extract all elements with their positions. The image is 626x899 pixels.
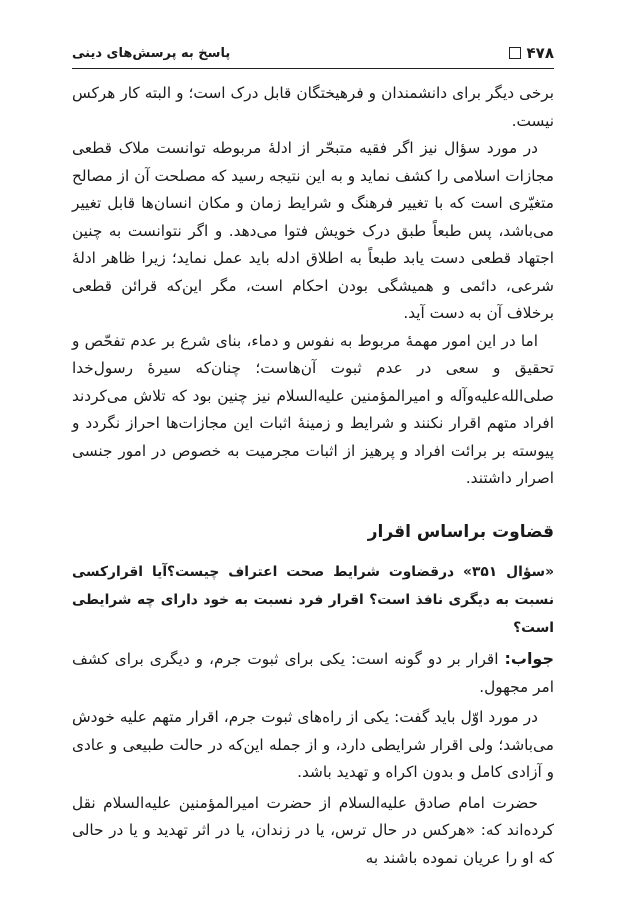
- page-body: [72, 80, 554, 872]
- page-number-block: [509, 44, 554, 62]
- answer-paragraph: [72, 645, 554, 701]
- paragraph-2: در مورد سؤال نیز اگر فقیه متبحّر از ادلهٔ مربوطه توانست ملاک قطعی مجازات اسلامی را کشف نماید و به این نتیجه رسید که مصلحت آن از مصالح متغیّری است که با تغییر فرهنگ و شرایط زمان و مکان انسان‌ها قابل تغییر می‌باشد، پس طبعاً طبق درک خویش فتوا می‌دهد. و اگر نتوانست به چنین اجتهاد قطعی دست یابد طبعاً به اطلاق ادله باید عمل نماید؛ زیرا ظاهر ادلهٔ شرعی، دائمی و همیشگی بودن احکام است، مگر این‌که قرائن قطعی برخلاف آن به دست آید.: [72, 139, 554, 322]
- section-title: قضاوت براساس اقرار: [367, 521, 554, 542]
- answer-label: جواب:: [504, 649, 554, 668]
- question-text: «سؤال ۳۵۱» درقضاوت شرایط صحت اعتراف چیست؟آیا اقرارکسی نسبت به دیگری نافذ است؟ اقرار فرد نسبت به خود دارای چه شرایطی است؟: [72, 564, 554, 636]
- paragraph-6: حضرت امام صادق علیه‌السلام از حضرت امیرالمؤمنین علیه‌السلام نقل کرده‌اند که: «هرکس در حال ترس، یا در زندان، یا در اثر تهدید و یا در حالی که او را عریان نموده باشند به: [72, 793, 554, 867]
- answer-text: اقرار بر دو گونه است: یکی برای ثبوت جرم، و دیگری برای کشف امر مجهول.: [72, 650, 554, 696]
- paragraph-5: در مورد اوّل باید گفت: یکی از راه‌های ثبوت جرم، اقرار متهم علیه خودش می‌باشد؛ ولی اقرار شرایطی دارد، و از جمله این‌که در حالت طبیعی و عادی و آزادی کامل و بدون اکراه و تهدید باشد.: [72, 708, 554, 781]
- page-header: [72, 38, 554, 69]
- page-number: ۴۷۸: [526, 44, 554, 62]
- running-title: پاسخ به پرسش‌های دینی: [72, 45, 231, 61]
- paragraph-1: برخی دیگر برای دانشمندان و فرهیختگان قابل درک است؛ و البته کار هرکس نیست.: [72, 84, 554, 130]
- square-icon: [509, 47, 521, 59]
- paragraph-3: اما در این امور مهمهٔ مربوط به نفوس و دماء، بنای شرع بر عدم تفحّص و تحقیق و سعی در عدم ثبوت آن‌هاست؛ چنان‌که سیرهٔ رسول‌خدا صلی‌الله‌علیه‌وآله و امیرالمؤمنین علیه‌السلام نیز چنین بود که تلاش می‌کردند افراد متهم اقرار نکنند و شرایط و زمینهٔ اثبات این مجازات‌ها احراز نگردد و پیوسته بر برائت افراد و پرهیز از اثبات مجرمیت به خصوص در امور جنسی اصرار داشتند.: [72, 331, 554, 487]
